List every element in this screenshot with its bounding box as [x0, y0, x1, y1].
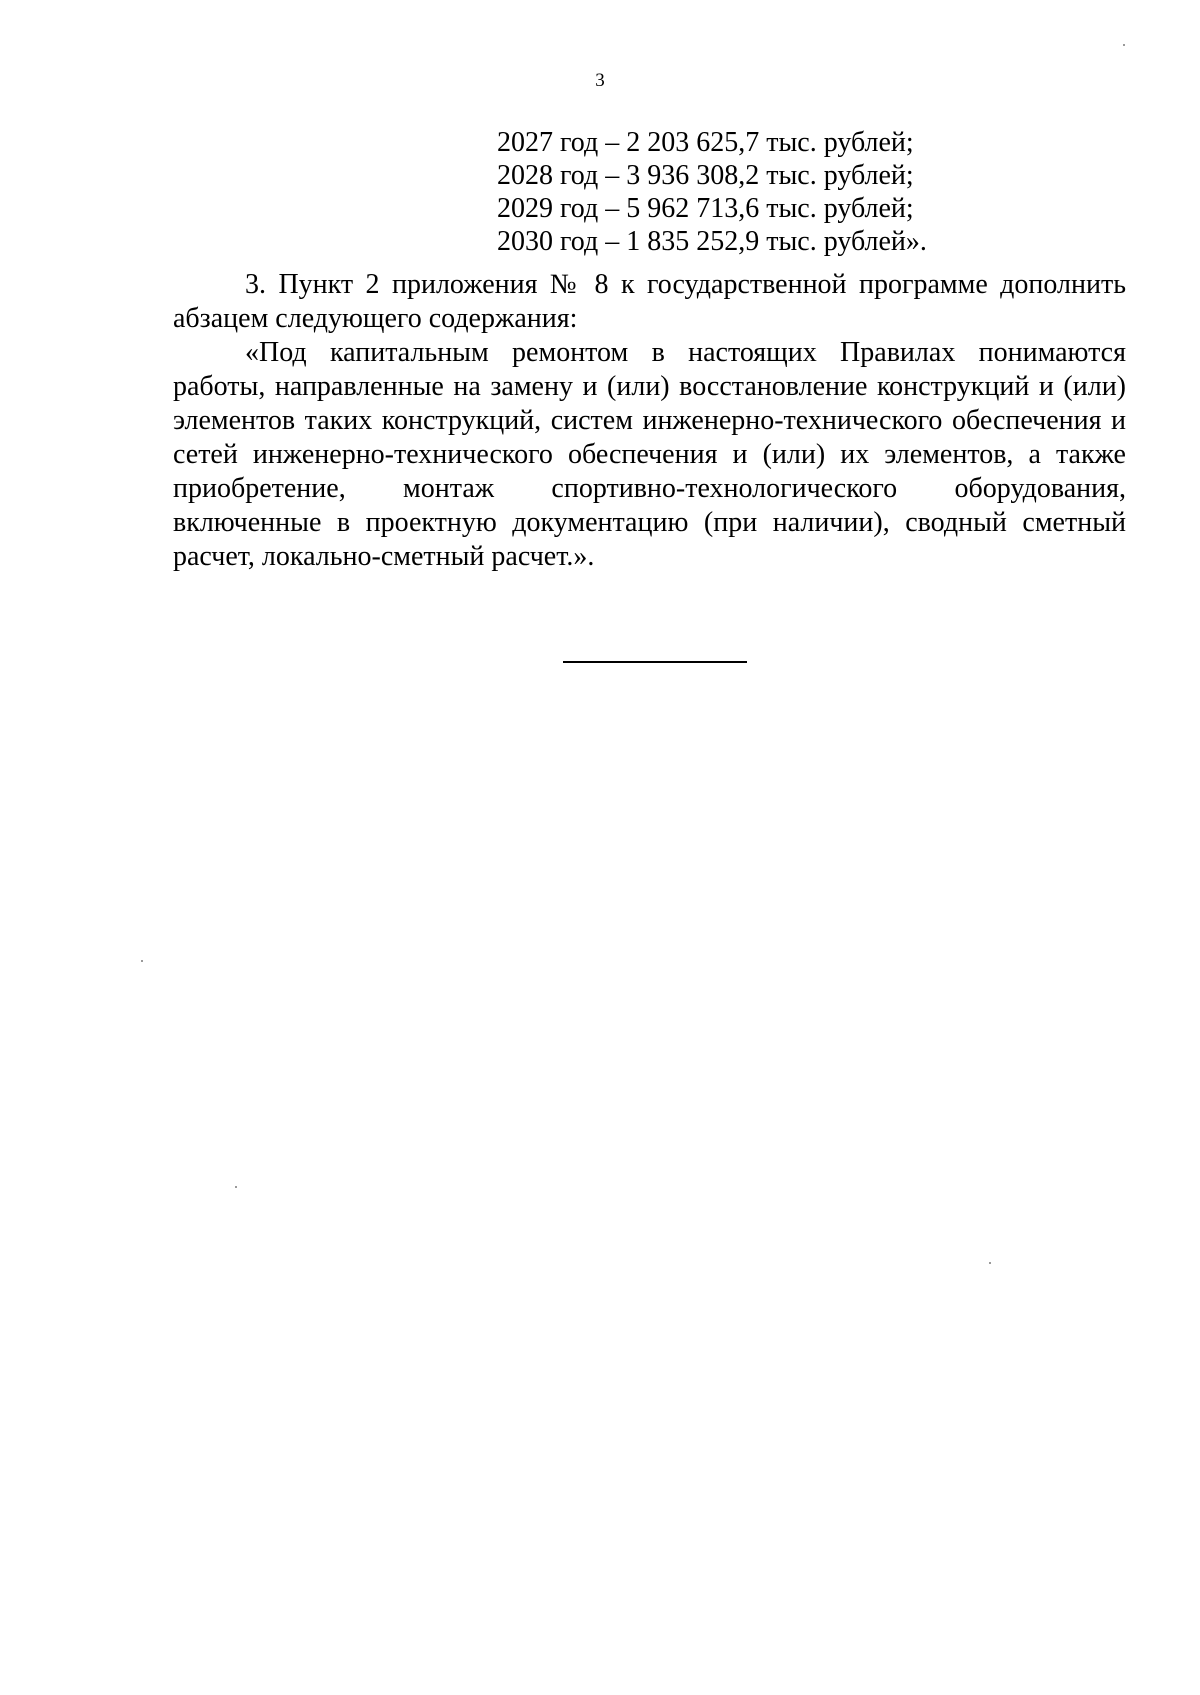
- funding-list: [497, 126, 927, 258]
- scan-speck: [235, 1186, 237, 1188]
- end-of-document-rule: [563, 661, 747, 663]
- scan-speck: [1123, 44, 1125, 46]
- scan-speck: [141, 960, 143, 962]
- funding-line-2027: 2027 год – 2 203 625,7 тыс. рублей;: [497, 127, 914, 158]
- funding-line-2028: 2028 год – 3 936 308,2 тыс. рублей;: [497, 160, 914, 191]
- funding-line-2030: 2030 год – 1 835 252,9 тыс. рублей».: [497, 226, 927, 257]
- amendment-paragraph: 3. Пункт 2 приложения № 8 к государственной программе дополнить абзацем следующего содержания:: [173, 269, 1126, 334]
- funding-line-2029: 2029 год – 5 962 713,6 тыс. рублей;: [497, 193, 914, 224]
- scan-speck: [989, 1262, 991, 1264]
- document-body: [173, 268, 1126, 574]
- page-number: 3: [595, 70, 605, 91]
- definition-paragraph: «Под капитальным ремонтом в настоящих Правилах понимаются работы, направленные на замену и (или) восстановление конструкций и (или) элементов таких конструкций, систем инженерно-технического обеспечения и сетей инженерно-технического обеспечения и (или) их элементов, а также приобретение, монтаж спортивно-технологического оборудования, включенные в проектную документацию (при наличии), сводный сметный расчет, локально-сметный расчет.».: [173, 337, 1126, 572]
